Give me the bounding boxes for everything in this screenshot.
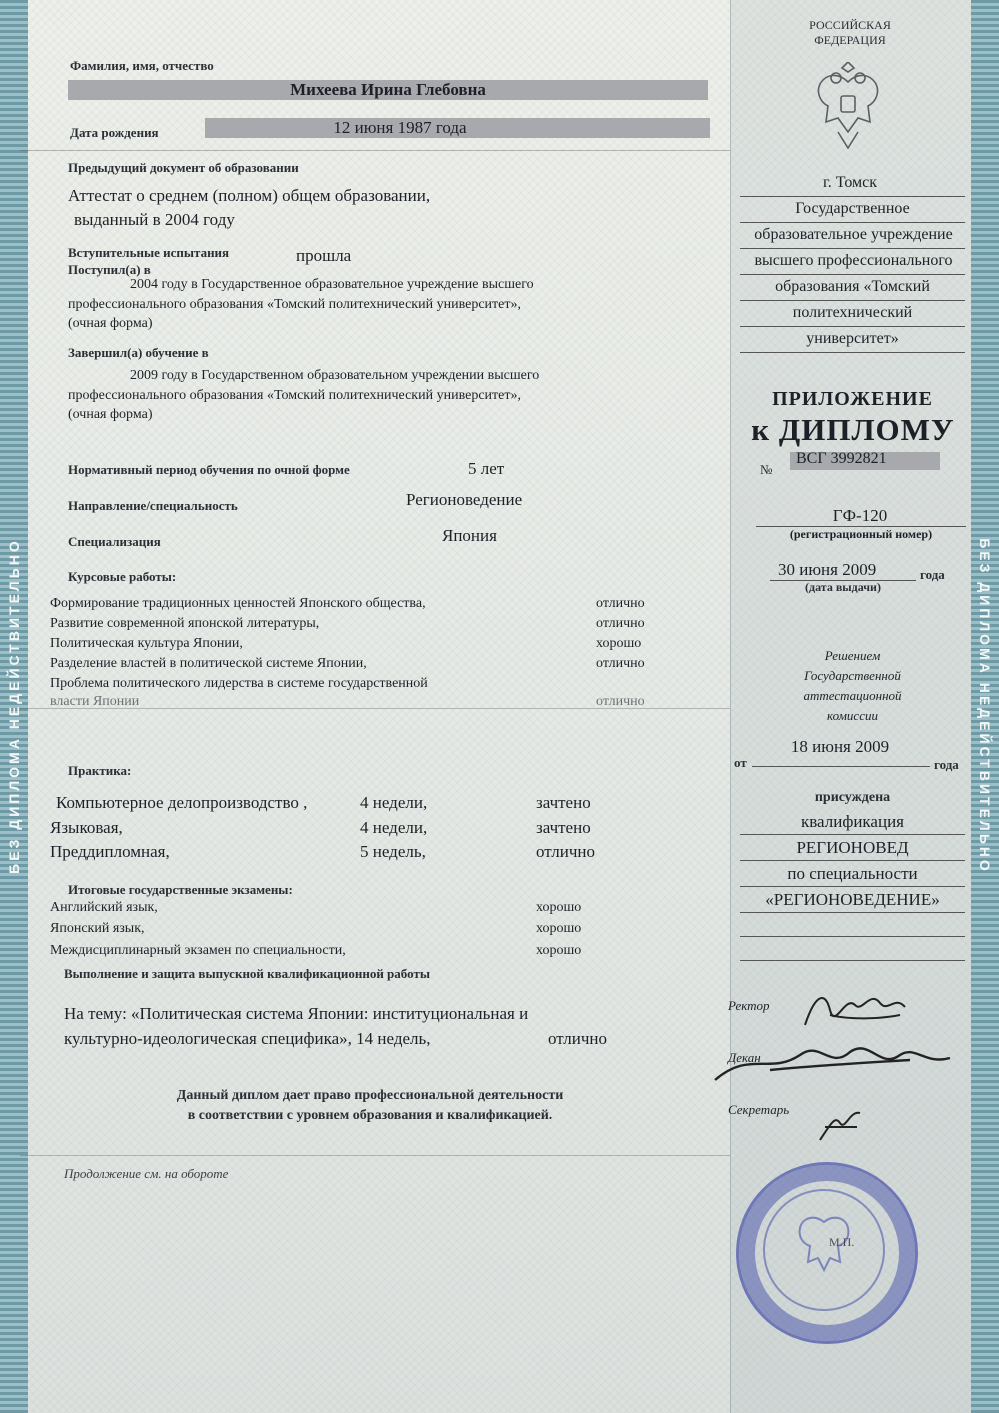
coursework-item: Разделение властей в политической системе Японии,: [50, 656, 367, 671]
coursework-item: власти Японии: [50, 694, 140, 706]
decision-prefix: от: [734, 755, 747, 770]
final-exam-item: Японский язык,: [50, 921, 145, 936]
rights-note-line1: Данный диплом дает право профессиональной деятельности: [176, 1088, 564, 1103]
dob-label: Дата рождения: [70, 125, 159, 140]
underline: [740, 274, 965, 275]
period-value: 5 лет: [468, 459, 505, 478]
coursework-grade: отлично: [596, 656, 645, 671]
admitted-line1: 2004 году в Государственное образовательное учреждение высшего: [130, 277, 534, 292]
underline: [740, 352, 965, 353]
admitted-line2: профессионального образования «Томский политехнический университет»,: [68, 297, 521, 312]
coursework-label: Курсовые работы:: [68, 569, 177, 584]
country-line2: ФЕДЕРАЦИЯ: [814, 33, 886, 47]
qualification-line: «РЕГИОНОВЕДЕНИЕ»: [765, 890, 940, 909]
underline: [740, 834, 965, 835]
specialization-value: Япония: [442, 526, 497, 545]
practice-item: Преддипломная,: [50, 842, 170, 861]
practice-grade: зачтено: [536, 818, 591, 837]
thesis-line2: культурно-идеологическая специфика», 14 недель,: [64, 1029, 431, 1048]
org-line: политехнический: [792, 304, 913, 321]
completion-label: Завершил(а) обучение в: [68, 345, 209, 360]
decision-line: комиссии: [827, 708, 878, 723]
diploma-title: к ДИПЛОМУ: [751, 412, 955, 447]
divider: [20, 708, 730, 709]
final-exams-label: Итоговые государственные экзамены:: [68, 882, 293, 897]
admitted-line3: (очная форма): [68, 316, 153, 331]
coursework-grade: отлично: [596, 596, 645, 611]
practice-grade: зачтено: [536, 793, 591, 812]
org-line: университет»: [806, 330, 899, 347]
divider: [20, 150, 730, 151]
reg-caption: (регистрационный номер): [789, 527, 933, 541]
practice-label: Практика:: [68, 763, 132, 778]
completion-line3: (очная форма): [68, 407, 153, 422]
official-seal-icon: [736, 1162, 918, 1344]
org-line: Государственное: [795, 200, 910, 217]
country-line1: РОССИЙСКАЯ: [809, 18, 891, 32]
full-name: Михеева Ирина Глебовна: [290, 80, 486, 99]
decision-suffix: года: [934, 757, 959, 772]
practice-duration: 4 недели,: [360, 793, 428, 812]
completion-line2: профессионального образования «Томский политехнический университет»,: [68, 388, 521, 403]
issue-date: 30 июня 2009: [778, 560, 877, 579]
coursework-grade: хорошо: [596, 636, 642, 651]
practice-duration: 5 недель,: [360, 842, 426, 861]
decision-line: аттестационной: [803, 688, 902, 703]
coursework-item: Политическая культура Японии,: [50, 636, 243, 651]
underline: [740, 196, 965, 197]
decision-line: Решением: [824, 648, 881, 663]
issue-caption: (дата выдачи): [805, 580, 881, 594]
dean-label: Декан: [728, 1050, 761, 1065]
underline: [740, 860, 965, 861]
rights-note-line2: в соответствии с уровнем образования и квалификацией.: [187, 1108, 553, 1123]
underline: [740, 936, 965, 937]
city: г. Томск: [822, 174, 878, 191]
divider: [20, 1155, 730, 1156]
thesis-grade: отлично: [548, 1029, 608, 1048]
specialization-label: Специализация: [68, 534, 161, 549]
underline: [740, 300, 965, 301]
completion-line1: 2009 году в Государственном образовательном учреждении высшего: [130, 368, 540, 383]
entrance-exams-label: Вступительные испытания: [68, 245, 230, 260]
practice-item: Компьютерное делопроизводство ,: [56, 793, 308, 812]
coursework-item: Формирование традиционных ценностей Японского общества,: [50, 596, 426, 611]
underline: [740, 248, 965, 249]
right-stripe-text: БЕЗ ДИПЛОМА НЕДЕЙСТВИТЕЛЬНО: [977, 538, 993, 874]
thesis-line1: На тему: «Политическая система Японии: институциональная и: [64, 1004, 529, 1023]
org-line: образования «Томский: [775, 278, 930, 295]
period-label: Нормативный период обучения по очной форме: [68, 462, 350, 477]
name-label: Фамилия, имя, отчество: [70, 58, 214, 73]
secretary-label: Секретарь: [728, 1102, 790, 1117]
coursework-item: Проблема политического лидерства в системе государственной: [50, 676, 428, 691]
coursework-item: Развитие современной японской литературы,: [50, 616, 320, 631]
right-security-stripe: [971, 0, 999, 1413]
continuation-note: Продолжение см. на обороте: [64, 1166, 229, 1181]
seal-label: М.П.: [829, 1235, 855, 1249]
diploma-number: ВСГ 3992821: [796, 450, 887, 467]
underline: [740, 912, 965, 913]
final-exam-grade: хорошо: [536, 900, 582, 915]
org-line: высшего профессионального: [754, 252, 953, 269]
left-security-stripe: [0, 0, 28, 1413]
practice-item: Языковая,: [50, 818, 123, 837]
practice-duration: 4 недели,: [360, 818, 428, 837]
final-exam-item: Междисциплинарный экзамен по специальности,: [50, 943, 346, 958]
reg-number: ГФ-120: [832, 506, 888, 525]
underline: [740, 960, 965, 961]
number-prefix: №: [760, 462, 773, 477]
practice-grade: отлично: [536, 842, 596, 861]
underline: [740, 326, 965, 327]
awarded-label: присуждена: [814, 790, 891, 805]
seal-eagle-icon: [736, 1162, 912, 1338]
final-exam-item: Английский язык,: [50, 900, 158, 915]
org-line: образовательное учреждение: [754, 226, 953, 243]
thesis-label: Выполнение и защита выпускной квалификационной работы: [64, 966, 430, 981]
admitted-label: Поступил(а) в: [68, 262, 151, 277]
issue-suffix: года: [920, 567, 945, 582]
final-exam-grade: хорошо: [536, 921, 582, 936]
dean-signature-icon: [710, 1030, 960, 1090]
prev-doc-label: Предыдущий документ об образовании: [68, 160, 299, 175]
appendix-title: ПРИЛОЖЕНИЕ: [772, 388, 933, 410]
rector-label: Ректор: [728, 998, 770, 1013]
qualification-line: квалификация: [800, 812, 904, 831]
underline: [752, 766, 930, 767]
rector-signature-icon: [800, 985, 910, 1035]
qualification-line: РЕГИОНОВЕД: [796, 838, 909, 857]
double-headed-eagle-icon: [808, 62, 888, 152]
decision-line: Государственной: [804, 668, 901, 683]
secretary-signature-icon: [815, 1105, 865, 1145]
prev-doc-line1: Аттестат о среднем (полном) общем образовании,: [68, 186, 431, 205]
left-stripe-text: БЕЗ ДИПЛОМА НЕДЕЙСТВИТЕЛЬНО: [6, 538, 22, 874]
entrance-exams-value: прошла: [296, 246, 352, 265]
final-exam-grade: хорошо: [536, 943, 582, 958]
qualification-line: по специальности: [787, 864, 918, 883]
coursework-grade: отлично: [596, 694, 645, 706]
decision-date: 18 июня 2009: [790, 737, 890, 756]
prev-doc-line2: выданный в 2004 году: [74, 210, 235, 229]
underline: [740, 886, 965, 887]
direction-value: Регионоведение: [406, 490, 523, 509]
coursework-grade: отлично: [596, 616, 645, 631]
dob-value: 12 июня 1987 года: [333, 118, 467, 137]
underline: [740, 222, 965, 223]
direction-label: Направление/специальность: [68, 498, 238, 513]
